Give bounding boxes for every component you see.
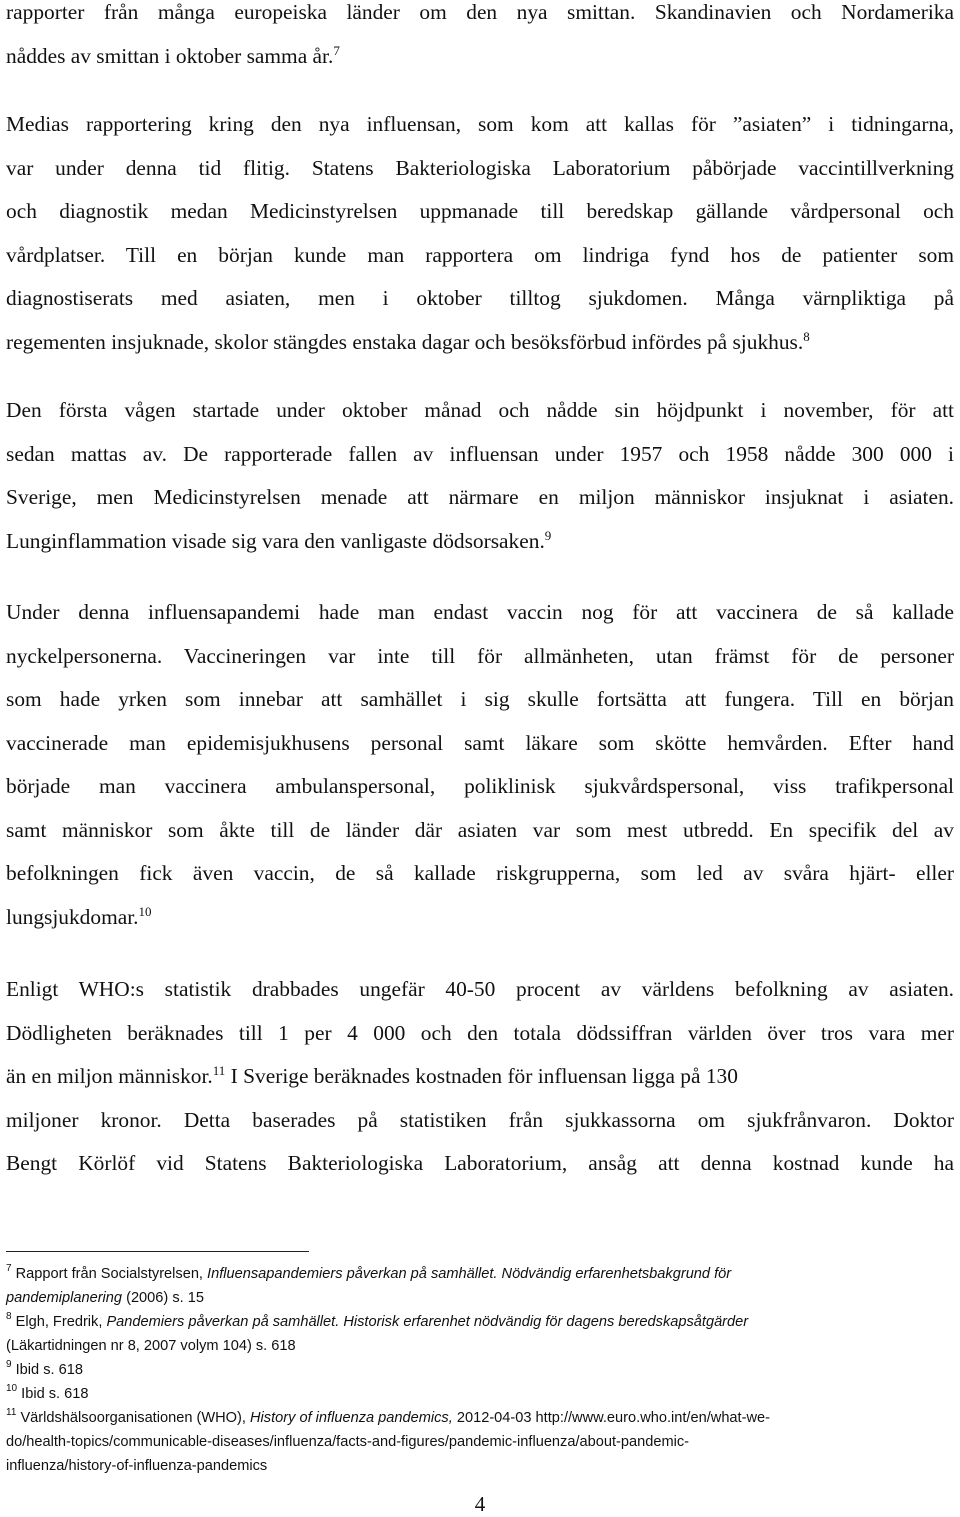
text-line — [6, 896, 954, 940]
text-line — [6, 321, 954, 365]
footnote-line — [6, 1382, 954, 1406]
text-line: var under denna tid flitig. Statens Bakteriologiska Laboratorium påbörjade vaccintillverkning — [6, 155, 954, 180]
footnote-link[interactable]: do/health-topics/communicable-diseases/influenza/facts-and-figures/pandemic-influenza/about-pandemic- — [6, 1434, 690, 1450]
footnote-line — [6, 1406, 954, 1430]
text-run: regementen insjuknade, skolor stängdes enstaka dagar och besöksförbud infördes på sjukhus. — [6, 329, 804, 354]
footnote-number: 7 — [6, 1263, 12, 1274]
footnote-link[interactable]: influenza/history-of-influenza-pandemics — [6, 1458, 268, 1474]
footnote-line — [6, 1334, 954, 1358]
footnote-number: 11 — [6, 1407, 17, 1418]
paragraph-3 — [6, 389, 954, 563]
page-number: 4 — [474, 1492, 486, 1516]
text-run: Ibid s. 618 — [17, 1386, 89, 1402]
paragraph-4 — [6, 591, 954, 939]
footnote-10 — [6, 1382, 954, 1406]
text-line: Den första vågen startade under oktober månad och nådde sin höjdpunkt i november, för att — [6, 398, 954, 422]
footnote-line — [6, 1310, 954, 1334]
paragraph-5 — [6, 968, 954, 1186]
text-line: Sverige, men Medicinstyrelsen menade att närmare en miljon människor insjuknat i asiaten. — [6, 485, 954, 509]
text-line: som hade yrken som innebar att samhället i sig skulle fortsätta att fungera. Till en början — [6, 687, 954, 711]
text-line: vaccinerade man epidemisjukhusens personal samt läkare som skötte hemvården. Efter hand — [6, 730, 954, 755]
footnote-separator — [6, 1251, 309, 1252]
text-line: Medias rapportering kring den nya influensan, som kom att kallas för ”asiaten” i tidningarna, — [6, 112, 954, 136]
footnote-11 — [6, 1406, 954, 1478]
footnote-9 — [6, 1358, 954, 1382]
footnote-line — [6, 1286, 954, 1310]
text-run: Rapport från Socialstyrelsen, — [11, 1266, 208, 1282]
footnote-8 — [6, 1310, 954, 1358]
text-line: Under denna influensapandemi hade man endast vaccin nog för att vaccinera de så kallade — [6, 600, 954, 624]
footnote-number: 8 — [6, 1311, 12, 1322]
footnote-title: History of influenza pandemics, — [250, 1410, 453, 1426]
footnote-title: Influensapandemiers påverkan på samhället. Nödvändig erfarenhetsbakgrund för — [207, 1266, 732, 1282]
text-line: och diagnostik medan Medicinstyrelsen uppmanade till beredskap gällande vårdpersonal och — [6, 199, 954, 223]
text-line: började man vaccinera ambulanspersonal, poliklinisk sjukvårdspersonal, viss trafikpersonal — [6, 774, 954, 798]
text-run: än en miljon människor. — [6, 1064, 213, 1088]
footnote-ref: 9 — [544, 527, 552, 543]
text-line: sedan mattas av. De rapporterade fallen av influensan under 1957 och 1958 nådde 300 000 i — [6, 441, 954, 466]
footnote-number: 10 — [6, 1383, 18, 1394]
text-run: nåddes av smittan i oktober samma år. — [6, 43, 334, 68]
footnote-number: 9 — [6, 1359, 12, 1370]
text-line: Enligt WHO:s statistik drabbades ungefär 40-50 procent av världens befolkning av asiaten. — [6, 977, 954, 1001]
text-line — [6, 520, 954, 564]
paragraph-2 — [6, 103, 954, 364]
footnotes — [6, 1262, 954, 1478]
paragraph-1 — [6, 0, 954, 78]
text-run: Lunginflammation visade sig vara den vanligaste dödsorsaken. — [6, 528, 545, 553]
text-line — [6, 35, 954, 79]
footnote-ref: 10 — [138, 903, 152, 919]
text-run: Världshälsoorganisationen (WHO), — [16, 1410, 250, 1426]
footnote-ref: 11 — [212, 1063, 226, 1078]
footnote-title: pandemiplanering — [6, 1290, 123, 1306]
text-line: nyckelpersonerna. Vaccineringen var inte till för allmänheten, utan främst för de personer — [6, 643, 954, 668]
text-run: (2006) s. 15 — [122, 1290, 204, 1306]
text-line: Bengt Körlöf vid Statens Bakteriologiska Laboratorium, ansåg att denna kostnad kunde ha — [6, 1151, 954, 1175]
footnote-line — [6, 1358, 954, 1382]
text-line: befolkningen fick även vaccin, de så kallade riskgrupperna, som led av svåra hjärt- eller — [6, 861, 954, 885]
footnote-title: Pandemiers påverkan på samhället. Historisk erfarenhet nödvändig för dagens beredskapsåtgärder — [106, 1314, 749, 1330]
text-run: Elgh, Fredrik, — [11, 1314, 107, 1330]
text-line: diagnostiserats med asiaten, men i oktober tilltog sjukdomen. Många värnpliktiga på — [6, 286, 954, 310]
footnote-7 — [6, 1262, 954, 1310]
text-run: (Läkartidningen nr 8, 2007 volym 104) s. 618 — [6, 1338, 296, 1354]
text-run: lungsjukdomar. — [6, 904, 139, 929]
text-run: Ibid s. 618 — [11, 1362, 83, 1378]
footnote-ref: 8 — [803, 328, 810, 344]
text-run: I Sverige beräknades kostnaden för influensan ligga på 130 — [225, 1064, 738, 1088]
text-line: miljoner kronor. Detta baserades på statistiken från sjukkassorna om sjukfrånvaron. Doktor — [6, 1107, 954, 1132]
text-line: Dödligheten beräknades till 1 per 4 000 och den totala dödssiffran världen över tros vara mer — [6, 1020, 954, 1045]
text-line: samt människor som åkte till de länder där asiaten var som mest utbredd. En specifik del av — [6, 817, 954, 842]
text-line: vårdplatser. Till en början kunde man rapportera om lindriga fynd hos de patienter som — [6, 242, 954, 267]
text-line: rapporter från många europeiska länder om den nya smittan. Skandinavien och Nordamerika — [6, 0, 954, 24]
text-line — [6, 1055, 954, 1099]
footnote-line — [6, 1262, 954, 1286]
footnote-ref: 7 — [333, 42, 340, 58]
footnote-link[interactable]: 2012-04-03 http://www.euro.who.int/en/what-we- — [452, 1410, 770, 1426]
